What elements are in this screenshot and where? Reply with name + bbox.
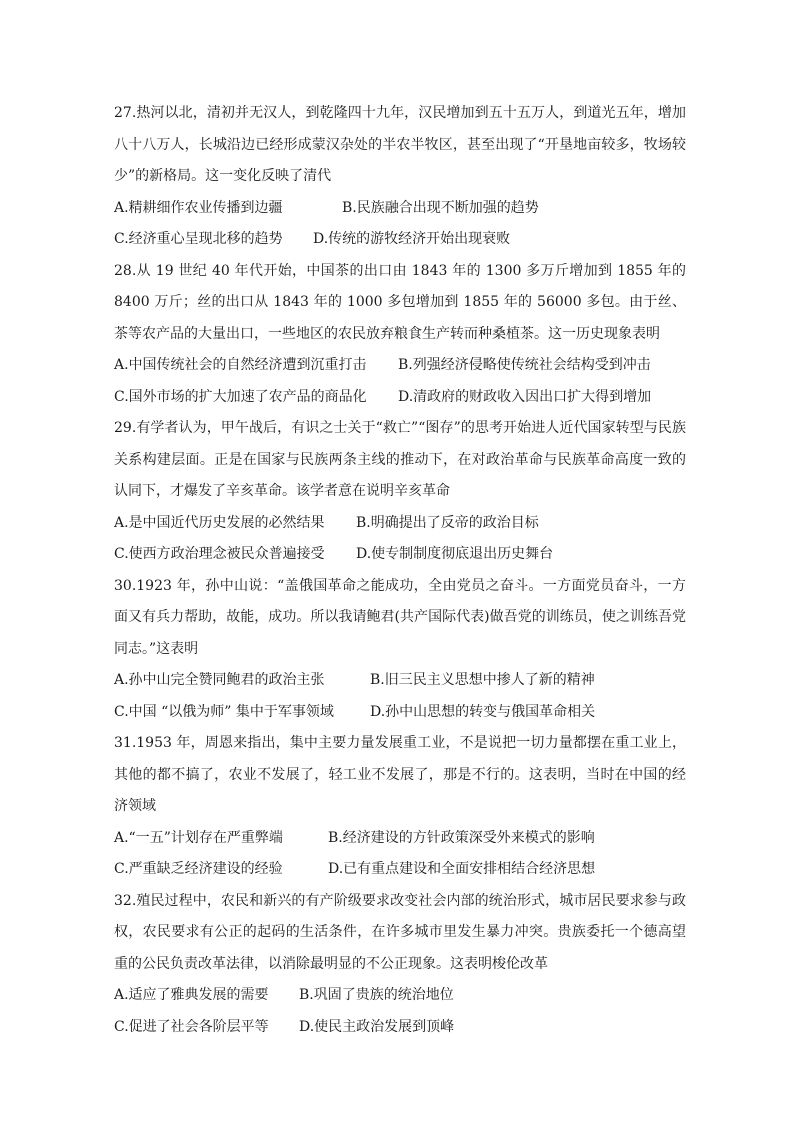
option-a[interactable]: A.孙中山完全赞同鲍君的政治主张 (114, 672, 325, 688)
question-27 (114, 98, 686, 256)
option-row (114, 193, 686, 225)
option-c[interactable]: C.严重缺乏经济建设的经验 (114, 861, 283, 877)
option-c[interactable]: C.使西方政治理念被民众普遍接受 (114, 546, 325, 562)
option-row (114, 539, 686, 571)
option-b[interactable]: B.列强经济侵略使传统社会结构受到冲击 (398, 357, 651, 373)
question-stem: 31.1953 年，周恩来指出，集中主要力量发展重工业，不是说把一切力量都摆在重工业上，其他的都不搞了，农业不发展了，轻工业不发展了，那是不行的。这表明，当时在中国的经济领域 (114, 735, 686, 814)
option-a[interactable]: A.中国传统社会的自然经济遭到沉重打击 (114, 357, 367, 373)
option-row (114, 665, 686, 697)
option-a[interactable]: A.适应了雅典发展的需要 (114, 987, 269, 1003)
options (114, 508, 686, 571)
options (114, 350, 686, 413)
options (114, 665, 686, 728)
option-c[interactable]: C.国外市场的扩大加速了农产品的商品化 (114, 388, 367, 405)
options (114, 980, 686, 1043)
question-31 (114, 728, 686, 886)
option-a[interactable]: A.“一五”计划存在严重弊端 (114, 829, 283, 846)
option-d[interactable]: D.孙中山思想的转变与俄国革命相关 (370, 703, 596, 720)
option-b[interactable]: B.经济建设的方针政策深受外来模式的影响 (328, 829, 595, 846)
option-b[interactable]: B.旧三民主义思想中掺人了新的精神 (370, 672, 595, 688)
option-c[interactable]: C.中国 “以俄为师” 集中于军事领域 (114, 703, 334, 720)
question-stem: 30.1923 年，孙中山说：“盖俄国革命之能成功，全由党员之奋斗。一方面党员奋斗，一方面又有兵力帮助，故能，成功。所以我请鲍君(共产国际代表)做吾党的训练员，使之训练吾党同志。”这表明 (114, 577, 686, 657)
option-row (114, 854, 686, 886)
option-row (114, 350, 686, 382)
option-row (114, 382, 686, 414)
option-d[interactable]: D.已有重点建设和全面安排相结合经济思想 (328, 861, 596, 877)
option-b[interactable]: B.明确提出了反帝的政治目标 (356, 514, 539, 531)
option-c[interactable]: C.经济重心呈现北移的趋势 (114, 231, 283, 247)
option-b[interactable]: B.巩固了贵族的统治地位 (299, 987, 454, 1003)
option-d[interactable]: D.使民主政治发展到顶峰 (299, 1018, 455, 1035)
question-stem: 29.有学者认为，甲午战后，有识之士关于“救亡”“图存”的思考开始进人近代国家转型与民族关系构建层面。正是在国家与民族两条主线的推动下，在对政治革命与民族革命高度一致的认同下，才爆发了辛亥革命。该学者意在说明辛亥革命 (114, 420, 686, 499)
options (114, 823, 686, 886)
option-d[interactable]: D.使专制制度彻底退出历史舞台 (356, 546, 554, 562)
option-b[interactable]: B.民族融合出现不断加强的趋势 (342, 199, 539, 216)
question-stem: 27.热河以北，清初并无汉人，到乾隆四十九年，汉民增加到五十五万人，到道光五年，增加八十八万人，长城沿边已经形成蒙汉杂处的半农半牧区，甚至出现了“开垦地亩较多，牧场较少”的新格局。这一变化反映了清代 (114, 105, 686, 184)
question-stem: 28.从 19 世纪 40 年代开始，中国茶的出口由 1843 年的 1300 多万斤增加到 1855 年的 8400 万斤；丝的出口从 1843 年的 1000 多包增加到 1855 年的 56000 多包。由于丝、茶等农产品的大量出口，一些地区的农民放弃粮食生产转而种桑植茶。这一历史现象表明 (114, 262, 686, 342)
option-row (114, 508, 686, 540)
question-29 (114, 413, 686, 571)
question-32 (114, 886, 686, 1044)
question-30 (114, 571, 686, 729)
option-row (114, 980, 686, 1012)
option-d[interactable]: D.传统的游牧经济开始出现衰败 (313, 231, 511, 247)
option-row (114, 697, 686, 729)
option-c[interactable]: C.促进了社会各阶层平等 (114, 1018, 269, 1035)
question-28 (114, 256, 686, 414)
option-row (114, 1012, 686, 1044)
exam-page (114, 98, 686, 1043)
options (114, 193, 686, 256)
option-a[interactable]: A.精耕细作农业传播到边疆 (114, 199, 283, 216)
option-a[interactable]: A.是中国近代历史发展的必然结果 (114, 514, 325, 531)
option-d[interactable]: D.清政府的财政收入因出口扩大得到增加 (398, 388, 652, 405)
option-row (114, 224, 686, 256)
question-stem: 32.殖民过程中，农民和新兴的有产阶级要求改变社会内部的统治形式，城市居民要求参与政权，农民要求有公正的起码的生活条件，在许多城市里发生暴力冲突。贵族委托一个德高望重的公民负责改革法律，以消除最明显的不公正现象。这表明梭伦改革 (114, 892, 686, 972)
option-row (114, 823, 686, 855)
